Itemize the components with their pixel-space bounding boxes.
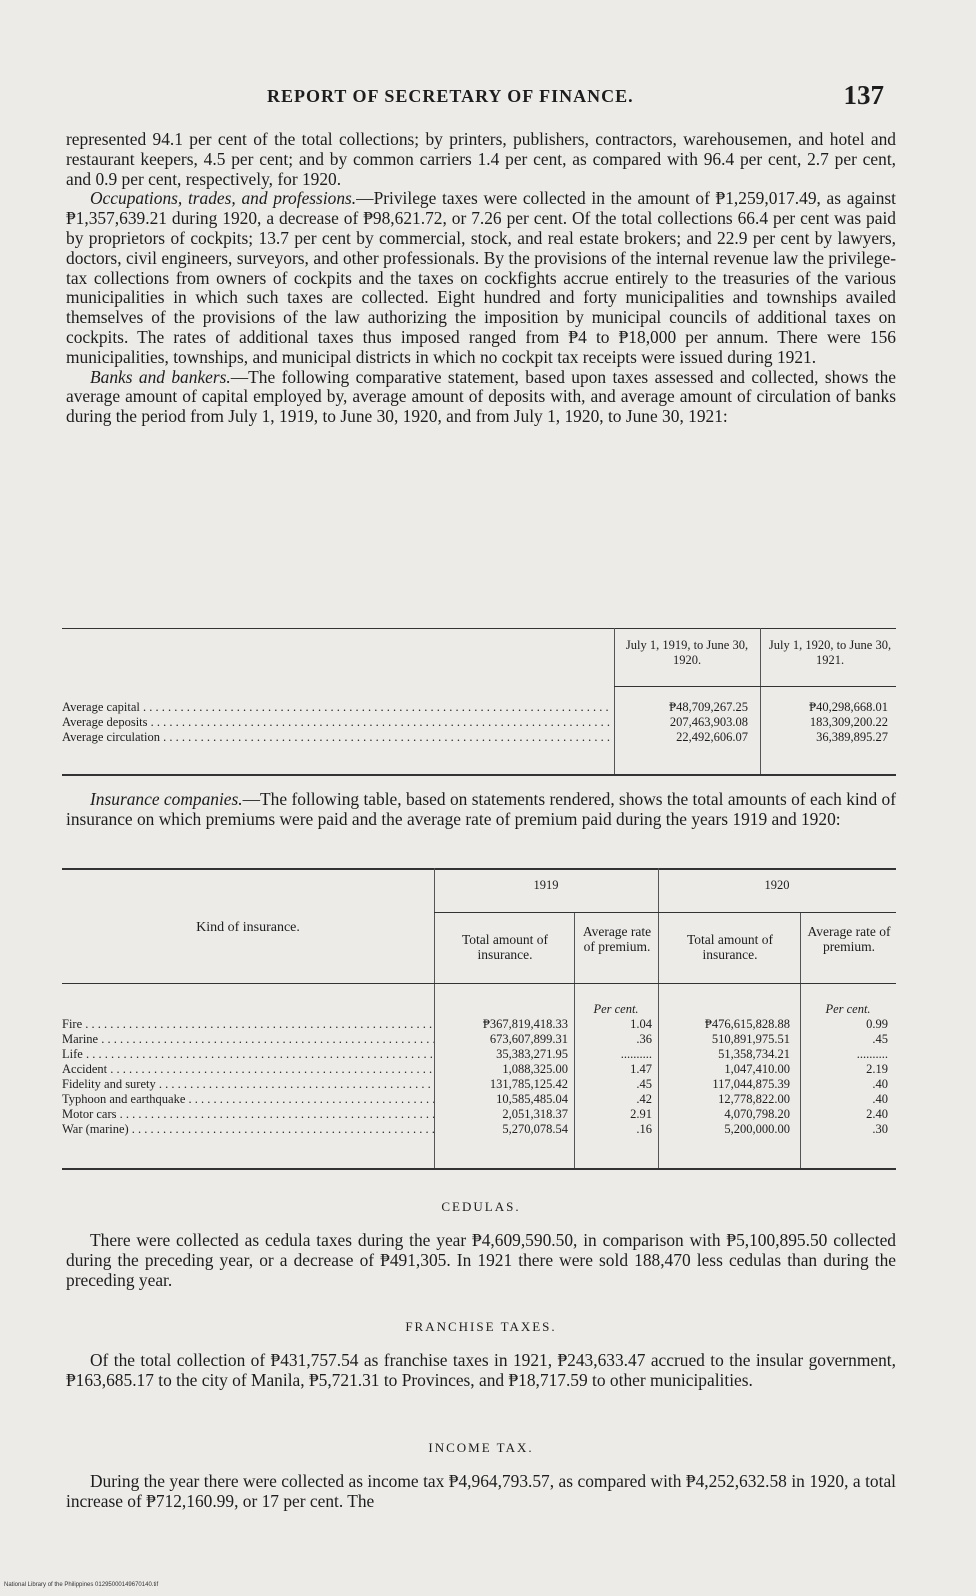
ins-row-amount-1919: 10,585,485.04	[496, 1092, 568, 1106]
ins-row-amount-1919: 35,383,271.95	[496, 1047, 568, 1061]
table-divider	[434, 868, 435, 1168]
bank-row-value: 22,492,606.07	[676, 730, 748, 744]
table-rule-bottom	[62, 774, 896, 776]
ins-row-rate-1919: .36	[636, 1032, 652, 1046]
insurance-table	[62, 868, 896, 1168]
section-income	[66, 1472, 896, 1512]
ins-row-rate-1919: 2.91	[630, 1107, 652, 1121]
bank-row-value: 183,309,200.22	[809, 715, 888, 729]
para-income: During the year there were collected as income tax ₱4,964,793.57, as compared with ₱4,252,632.58 in 1920, a total increase of ₱712,160.99, or 17 per cent. The	[66, 1471, 896, 1511]
ins-row-amount-1920: 1,047,410.00	[724, 1062, 790, 1076]
bank-row-value: ₱40,298,668.01	[809, 700, 888, 714]
total-amount-header-1920: Total amount of insurance.	[686, 932, 774, 962]
scan-footer-note: National Library of the Philippines 01295000149670140.tif	[4, 1582, 159, 1588]
ins-row-label: War (marine) . . .	[62, 1122, 434, 1137]
bank-row-label: Average capital . . .	[62, 700, 610, 715]
ins-row-label: Fire . . .	[62, 1017, 434, 1032]
para-insurance	[66, 790, 896, 830]
page-header	[62, 80, 884, 116]
ins-row-rate-1919: .16	[636, 1122, 652, 1136]
ins-row-amount-1920: 5,200,000.00	[724, 1122, 790, 1136]
table-rule-header	[62, 983, 896, 984]
ins-row-rate-1919: ..........	[620, 1047, 652, 1061]
para-franchise: Of the total collection of ₱431,757.54 as franchise taxes in 1921, ₱243,633.47 accrued to the insular government, ₱163,685.17 to the city of Manila, ₱5,721.31 to Provinces, and ₱18,717.59 to other municipalities.	[66, 1350, 896, 1390]
para-banks-lead: Banks and bankers.	[90, 366, 231, 387]
bank-row-value: 207,463,903.08	[669, 715, 748, 729]
ins-row-rate-1920: 2.40	[866, 1107, 888, 1121]
ins-row-amount-1919: 673,607,899.31	[489, 1032, 568, 1046]
section-cedulas	[66, 1231, 896, 1290]
ins-row-label: Life . . .	[62, 1047, 434, 1062]
ins-row-rate-1920: 2.19	[866, 1062, 888, 1076]
per-cent-label-1920: Per cent.	[825, 1002, 871, 1016]
table-rule-year	[434, 912, 896, 913]
table-rule-top	[62, 868, 896, 870]
table-rule-bottom	[62, 1168, 896, 1170]
ins-row-amount-1919: ₱367,819,418.33	[482, 1017, 568, 1031]
table-rule-header	[614, 686, 896, 687]
bank-row-label: Average circulation . . .	[62, 730, 610, 745]
para-banks	[66, 368, 896, 427]
ins-row-amount-1919: 131,785,125.42	[489, 1077, 568, 1091]
bank-table	[62, 628, 896, 774]
ins-row-rate-1919: .42	[636, 1092, 652, 1106]
ins-row-rate-1920: .40	[872, 1077, 888, 1091]
para-insurance-lead: Insurance companies.	[90, 789, 243, 809]
section-heading-cedulas: CEDULAS.	[441, 1199, 521, 1214]
table-divider	[614, 628, 615, 774]
ins-row-amount-1919: 5,270,078.54	[502, 1122, 568, 1136]
ins-row-rate-1920: .45	[872, 1032, 888, 1046]
ins-row-label: Typhoon and earthquake . . .	[62, 1092, 434, 1107]
ins-row-label: Marine . . .	[62, 1032, 434, 1047]
bank-col-header-2: July 1, 1920, to June 30, 1921.	[768, 638, 892, 667]
bank-row-value: 36,389,895.27	[816, 730, 888, 744]
bank-row-label: Average deposits . . .	[62, 715, 610, 730]
table-rule-top	[62, 628, 896, 629]
bank-col-header-1: July 1, 1919, to June 30, 1920.	[625, 638, 749, 667]
para-cedulas: There were collected as cedula taxes during the year ₱4,609,590.50, in comparison with ₱5,100,895.50 collected during the preceding year, or a decrease of ₱491,305. In 1921 there were sold 188,470 less cedulas than during the preceding year.	[66, 1230, 896, 1290]
year-header-1920: 1920	[764, 878, 790, 892]
ins-row-amount-1920: 117,044,875.39	[712, 1077, 790, 1091]
total-amount-header-1919: Total amount of insurance.	[461, 932, 549, 962]
year-header-1919: 1919	[533, 878, 559, 892]
ins-row-rate-1920: 0.99	[866, 1017, 888, 1031]
ins-row-rate-1919: 1.47	[630, 1062, 652, 1076]
para-occupations-text: —Privilege taxes were collected in the amount of ₱1,259,017.49, as against ₱1,357,639.21 during 1920, a decrease of ₱98,621.72, or 7.26 per cent. Of the total collections 66.4 per cent was paid by proprietors of cockpits; 13.7 per cent by commercial, stock, and real estate brokers; and 22.9 per cent by lawyers, doctors, civil engineers, surveyors, and other professionals. By the provisions of the internal revenue law the privilege-tax collections from owners of cockpits and the taxes on cockfights accrue entirely to the treasuries of the various municipalities in which such taxes are collected. Eight hundred and forty municipalities and townships availed themselves of the provisions of the law authorizing the imposition by municipal councils of additional taxes on cockpits. The rates of additional taxes thus imposed ranged from ₱4 to ₱18,000 per annum. There were 156 municipalities, townships, and municipal districts in which no cockpit tax receipts were issued during 1921.	[66, 188, 896, 367]
para-occupations-lead: Occupations, trades, and professions.	[90, 188, 357, 209]
para-occupations	[66, 189, 896, 367]
paragraph-insurance	[66, 790, 896, 830]
rate-header-1919: Average rate of premium.	[582, 924, 652, 954]
ins-row-rate-1920: .40	[872, 1092, 888, 1106]
ins-row-amount-1920: 12,778,822.00	[718, 1092, 790, 1106]
page-number: 137	[843, 80, 884, 110]
ins-row-amount-1920: ₱476,615,828.88	[704, 1017, 790, 1031]
section-heading-franchise: FRANCHISE TAXES.	[405, 1319, 557, 1334]
paragraph-continuation	[66, 130, 896, 427]
ins-row-amount-1919: 1,088,325.00	[502, 1062, 568, 1076]
ins-row-rate-1920: ..........	[856, 1047, 888, 1061]
ins-row-amount-1920: 4,070,798.20	[724, 1107, 790, 1121]
ins-row-amount-1920: 510,891,975.51	[711, 1032, 790, 1046]
ins-row-amount-1919: 2,051,318.37	[502, 1107, 568, 1121]
rate-header-1920: Average rate of premium.	[807, 924, 891, 954]
ins-row-label: Accident . . .	[62, 1062, 434, 1077]
table-divider	[658, 868, 659, 1168]
running-head: REPORT OF SECRETARY OF FINANCE.	[267, 86, 634, 106]
para-banks-text: —The following comparative statement, based upon taxes assessed and collected, shows the average amount of capital employed by, average amount of deposits with, and average amount of circulation of banks during the period from July 1, 1919, to June 30, 1920, and from July 1, 1920, to June 30, 1921:	[66, 366, 896, 427]
table-divider	[760, 628, 761, 774]
ins-row-rate-1919: .45	[636, 1077, 652, 1091]
ins-row-label: Fidelity and surety . . .	[62, 1077, 434, 1092]
para-insurance-text: —The following table, based on statements rendered, shows the total amounts of each kind of insurance on which premiums were paid and the average rate of premium paid during the years 1919 and 1920:	[66, 789, 896, 829]
para-1: represented 94.1 per cent of the total collections; by printers, publishers, contractors, warehousemen, and hotel and restaurant keepers, 4.5 per cent; and by common carriers 1.4 per cent, as compared with 96.4 per cent, 2.7 per cent, and 0.9 per cent, respectively, for 1920.	[66, 129, 896, 189]
section-franchise	[66, 1351, 896, 1391]
ins-row-rate-1920: .30	[872, 1122, 888, 1136]
section-heading-income: INCOME TAX.	[428, 1440, 534, 1455]
ins-row-label: Motor cars . . .	[62, 1107, 434, 1122]
kind-of-insurance-header: Kind of insurance.	[196, 920, 300, 935]
ins-row-amount-1920: 51,358,734.21	[718, 1047, 790, 1061]
bank-row-value: ₱48,709,267.25	[669, 700, 748, 714]
ins-row-rate-1919: 1.04	[630, 1017, 652, 1031]
per-cent-label-1919: Per cent.	[593, 1002, 639, 1016]
